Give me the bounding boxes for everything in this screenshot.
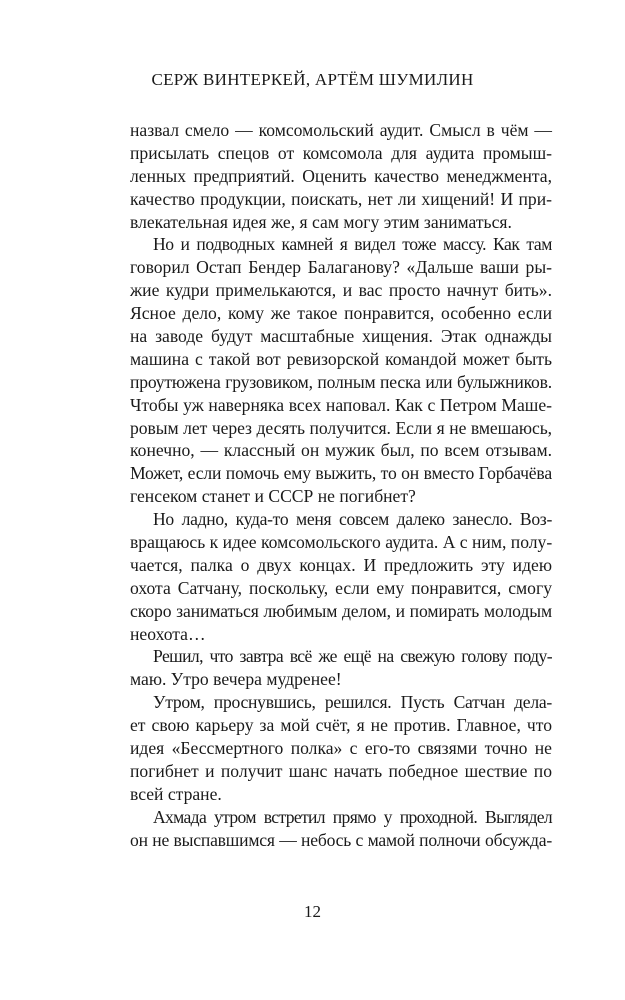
text-line: Чтобы уж наверняка всех наповал. Как с Петром Маше- [130,394,552,415]
text-line: охота Сатчану, поскольку, если ему понравится, смогу [130,577,552,598]
text-line: конечно, — классный он мужик был, по всем отзывам. [130,440,552,461]
text-line: скоро заниматься любимым делом, и помирать молодым [130,600,552,621]
text-line: чается, палка о двух концах. И предложить эту идею [130,554,552,575]
text-line: назвал смело — комсомольский аудит. Смысл в чём — [130,120,552,140]
text-line: говорил Остап Бендер Балаганову? «Дальше ваши ры- [130,257,552,278]
text-line: Ясное дело, кому же такое понравится, особенно если [130,303,552,324]
text-line: всей стране. [130,783,222,804]
text-line: ровым лет через десять получится. Если я не вмешаюсь, [130,417,552,438]
text-line: Решил, что завтра всё же ещё на свежую голову поду- [153,646,552,667]
text-line: ет свою карьеру за мой счёт, я не против. Главное, что [130,715,552,736]
text-line: он не выспавшимся — небось с мамой полночи обсужда- [130,829,552,850]
text-line: Утром, проснувшись, решился. Пусть Сатчан дела- [153,692,552,713]
text-line: машина с такой вот ревизорской командой может быть [130,348,552,369]
text-line: маю. Утро вечера мудренее! [130,669,342,690]
text-line: вращаюсь к идее комсомольского аудита. А с ним, полу- [130,532,553,553]
text-line: жие кудри примелькаются, и вас просто начнут бить». [130,280,552,301]
text-line: Ахмада утром встретил прямо у проходной. Выглядел [153,806,552,827]
text-line: погибнет и получит шанс начать победное шествие по [130,760,552,781]
text-line: проутюжена грузовиком, полным песка или булыжников. [130,371,552,392]
text-line: на заводе будут масштабные хищения. Этак однажды [130,326,552,347]
page-number: 12 [304,902,321,921]
text-line: Но и подводных камней я видел тоже массу. Как там [153,234,552,255]
text-line: идея «Бессмертного полка» с его-то связями точно не [130,738,552,759]
text-line: генсеком станет и СССР не погибнет? [130,486,416,507]
body-text [130,119,552,852]
text-line: Но ладно, куда-то меня совсем далеко занесло. Воз- [153,509,552,530]
text-line: влекательная идея же, я сам могу этим заниматься. [130,211,512,232]
running-header: СЕРЖ ВИНТЕРКЕЙ, АРТЁМ ШУМИЛИН [151,70,474,89]
text-line: ленных предприятий. Оценить качество менеджмента, [130,165,552,186]
text-line: Может, если помочь ему выжить, то он вместо Горбачёва [130,463,552,484]
text-line: качество продукции, поискать, нет ли хищений! И при- [130,188,552,209]
text-line: присылать спецов от комсомола для аудита промыш- [130,142,552,163]
text-line: неохота… [130,623,206,644]
